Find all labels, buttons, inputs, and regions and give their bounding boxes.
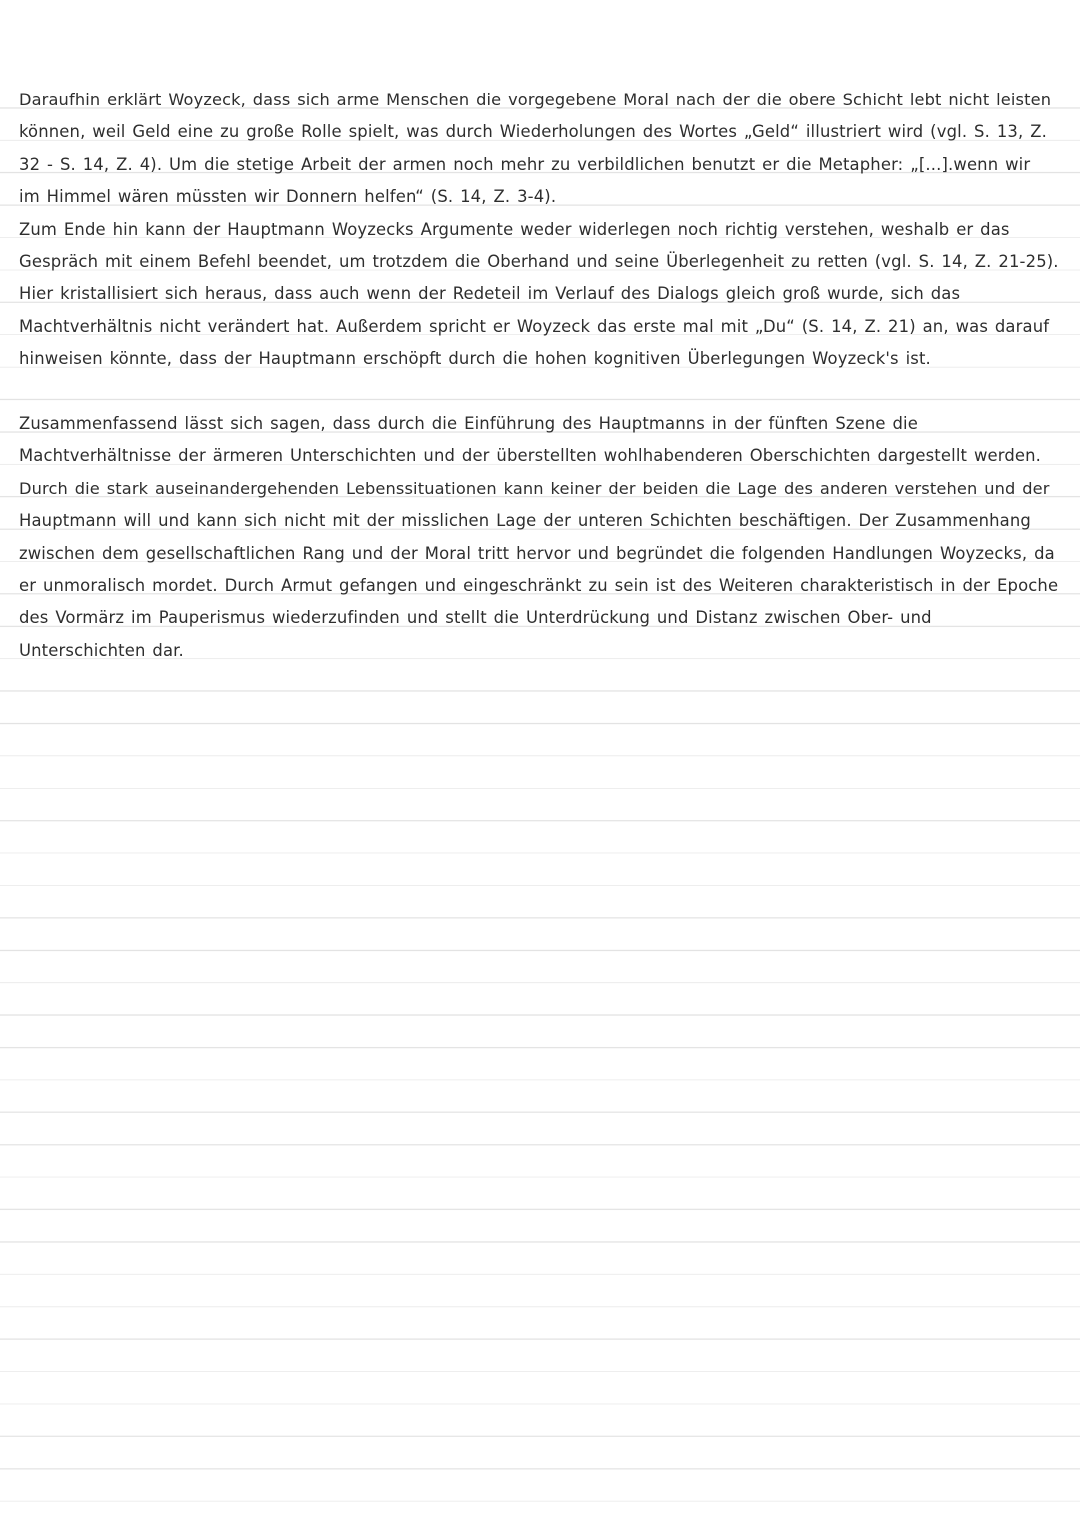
text-line: er unmoralisch mordet. Durch Armut gefangen und eingeschränkt zu sein ist des Weiteren charakteristisch in der Epoche: [19, 575, 1059, 595]
text-line: Durch die stark auseinandergehenden Lebenssituationen kann keiner der beiden die Lage des anderen verstehen und der: [19, 478, 1050, 498]
text-line: Unterschichten dar.: [19, 640, 184, 660]
paragraph-analysis: [19, 84, 1059, 376]
text-line: hinweisen könnte, dass der Hauptmann erschöpft durch die hohen kognitiven Überlegungen Woyzeck's ist.: [19, 349, 931, 369]
text-line: im Himmel wären müssten wir Donnern helfen“ (S. 14, Z. 3-4).: [19, 187, 557, 207]
text-line: Hauptmann will und kann sich nicht mit der misslichen Lage der unteren Schichten beschäftigen. Der Zusammenhang: [19, 511, 1031, 531]
text-line: Zum Ende hin kann der Hauptmann Woyzecks Argumente weder widerlegen noch richtig verstehen, weshalb er das: [19, 219, 1010, 239]
text-line: Hier kristallisiert sich heraus, dass auch wenn der Redeteil im Verlauf des Dialogs gleich groß wurde, sich das: [19, 284, 961, 304]
text-line: des Vormärz im Pauperismus wiederzufinden und stellt die Unterdrückung und Distanz zwischen Ober- und: [19, 608, 932, 628]
text-line: Daraufhin erklärt Woyzeck, dass sich arme Menschen die vorgegebene Moral nach der die obere Schicht lebt nicht leisten: [19, 90, 1052, 109]
text-line: Machtverhältnisse der ärmeren Unterschichten und der überstellten wohlhabenderen Oberschichten dargestellt werden.: [19, 446, 1042, 466]
text-line: Zusammenfassend lässt sich sagen, dass durch die Einführung des Hauptmanns in der fünften Szene die: [19, 414, 918, 433]
text-line: 32 - S. 14, Z. 4). Um die stetige Arbeit der armen noch mehr zu verbildlichen benutzt er die Metapher: „[...].wenn wir: [19, 154, 1031, 174]
paragraph-conclusion: [19, 408, 1059, 667]
text-line: können, weil Geld eine zu große Rolle spielt, was durch Wiederholungen des Wortes „Geld“ illustriert wird (vgl. S. 13, Z.: [19, 122, 1047, 142]
text-line: zwischen dem gesellschaftlichen Rang und der Moral tritt hervor und begründet die folgenden Handlungen Woyzecks, da: [19, 543, 1055, 563]
text-line: Machtverhältnis nicht verändert hat. Außerdem spricht er Woyzeck das erste mal mit „Du“ (S. 14, Z. 21) an, was darauf: [19, 316, 1050, 336]
text-line: Gespräch mit einem Befehl beendet, um trotzdem die Oberhand und seine Überlegenheit zu retten (vgl. S. 14, Z. 21-25).: [19, 251, 1059, 271]
